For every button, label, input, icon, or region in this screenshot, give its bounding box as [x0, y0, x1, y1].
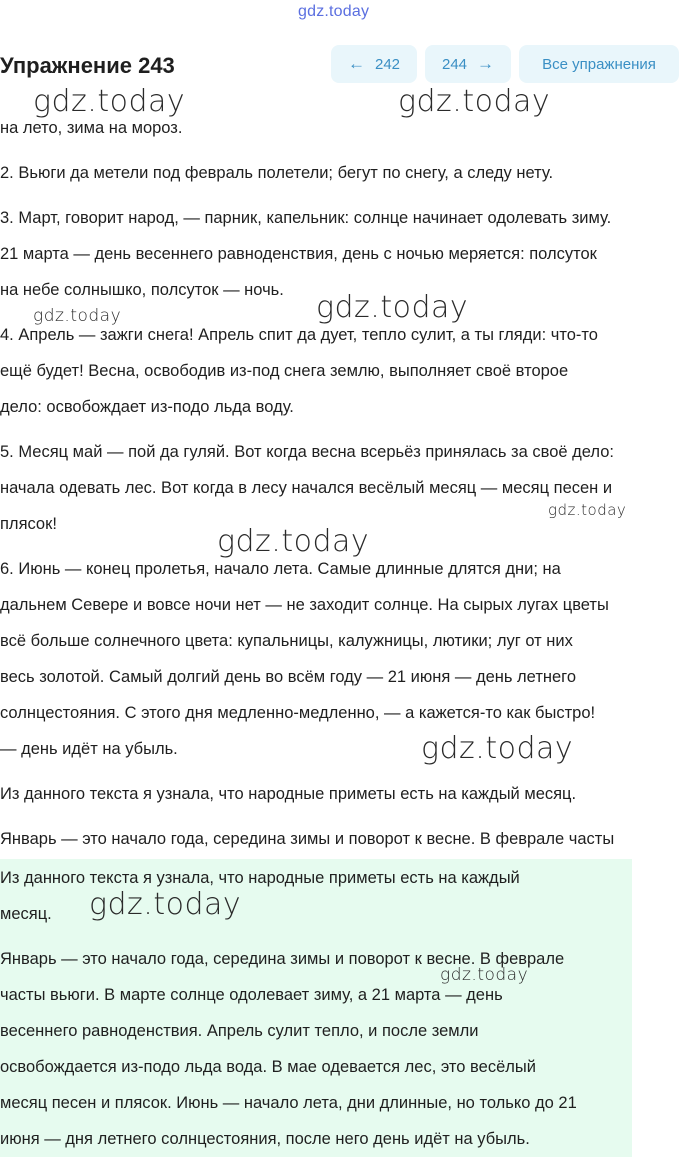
- text-line: на небе солнышко, полсуток — ночь.: [0, 281, 284, 299]
- next-exercise-button[interactable]: [425, 45, 511, 83]
- text-line: солнцестояния. С этого дня медленно-медленно, — а кажется-то как быстро!: [0, 704, 596, 722]
- answer-line: часты вьюги. В марте солнце одолевает зиму, а 21 марта — день: [0, 986, 503, 1004]
- answer-line: Из данного текста я узнала, что народные приметы есть на каждый: [0, 869, 520, 887]
- text-line: весь золотой. Самый долгий день во всём году — 21 июня — день летнего: [0, 668, 576, 686]
- text-line: дело: освобождает из-подо льда воду.: [0, 398, 294, 416]
- text-line: 3. Март, говорит народ, — парник, капельник: солнце начинает одолевать зиму.: [0, 209, 612, 227]
- text-line: начала одевать лес. Вот когда в лесу начался весёлый месяц — месяц песен и: [0, 479, 613, 497]
- text-line: Январь — это начало года, середина зимы и поворот к весне. В феврале часты: [0, 830, 615, 848]
- text-line: 2. Вьюги да метели под февраль полетели; бегут по снегу, а следу нету.: [0, 164, 554, 182]
- page-title: Упражнение 243: [0, 53, 175, 78]
- text-line: 5. Месяц май — пой да гуляй. Вот когда весна всерьёз принялась за своё дело:: [0, 443, 614, 461]
- prev-exercise-label: 242: [374, 55, 401, 73]
- watermark: gdz.today: [440, 965, 529, 985]
- text-line: дальнем Севере и вовсе ночи нет — не заходит солнце. На сырых лугах цветы: [0, 596, 609, 614]
- all-exercises-button[interactable]: [519, 45, 679, 83]
- arrow-right-icon: →: [477, 54, 495, 73]
- text-line: 21 марта — день весеннего равноденствия, день с ночью меряется: полсуток: [0, 245, 597, 263]
- answer-line: весеннего равноденствия. Апрель сулит тепло, и после земли: [0, 1022, 479, 1040]
- watermark: gdz.today: [398, 84, 551, 119]
- all-exercises-label: Все упражнения: [542, 55, 656, 73]
- answer-line: месяц.: [0, 905, 52, 923]
- text-line: на лето, зима на мороз.: [0, 119, 183, 137]
- text-line: всё больше солнечного цвета: купальницы, калужницы, лютики; луг от них: [0, 632, 573, 650]
- arrow-left-icon: ←: [347, 54, 365, 73]
- site-logo[interactable]: gdz.today: [298, 3, 370, 20]
- watermark: gdz.today: [316, 290, 469, 325]
- text-line: Из данного текста я узнала, что народные приметы есть на каждый месяц.: [0, 785, 577, 803]
- watermark: gdz.today: [33, 306, 122, 326]
- watermark: gdz.today: [217, 524, 370, 559]
- prev-exercise-button[interactable]: [331, 45, 417, 83]
- text-line: — день идёт на убыль.: [0, 740, 178, 758]
- answer-line: Январь — это начало года, середина зимы и поворот к весне. В феврале: [0, 950, 565, 968]
- watermark: gdz.today: [421, 731, 574, 766]
- watermark: gdz.today: [33, 84, 186, 119]
- next-exercise-label: 244: [441, 55, 468, 73]
- watermark: gdz.today: [548, 501, 627, 519]
- answer-line: освобождается из-подо льда вода. В мае одевается лес, это весёлый: [0, 1058, 536, 1076]
- answer-line: месяц песен и плясок. Июнь — начало лета, дни длинные, но только до 21: [0, 1094, 577, 1112]
- text-line: плясок!: [0, 515, 57, 533]
- text-line: 6. Июнь — конец пролетья, начало лета. Самые длинные длятся дни; на: [0, 560, 561, 578]
- text-line: ещё будет! Весна, освободив из-под снега землю, выполняет своё второе: [0, 362, 569, 380]
- answer-line: июня — дня летнего солнцестояния, после него день идёт на убыль.: [0, 1130, 530, 1148]
- text-line: 4. Апрель — зажги снега! Апрель спит да дует, тепло сулит, а ты гляди: что-то: [0, 326, 598, 344]
- watermark: gdz.today: [89, 887, 242, 922]
